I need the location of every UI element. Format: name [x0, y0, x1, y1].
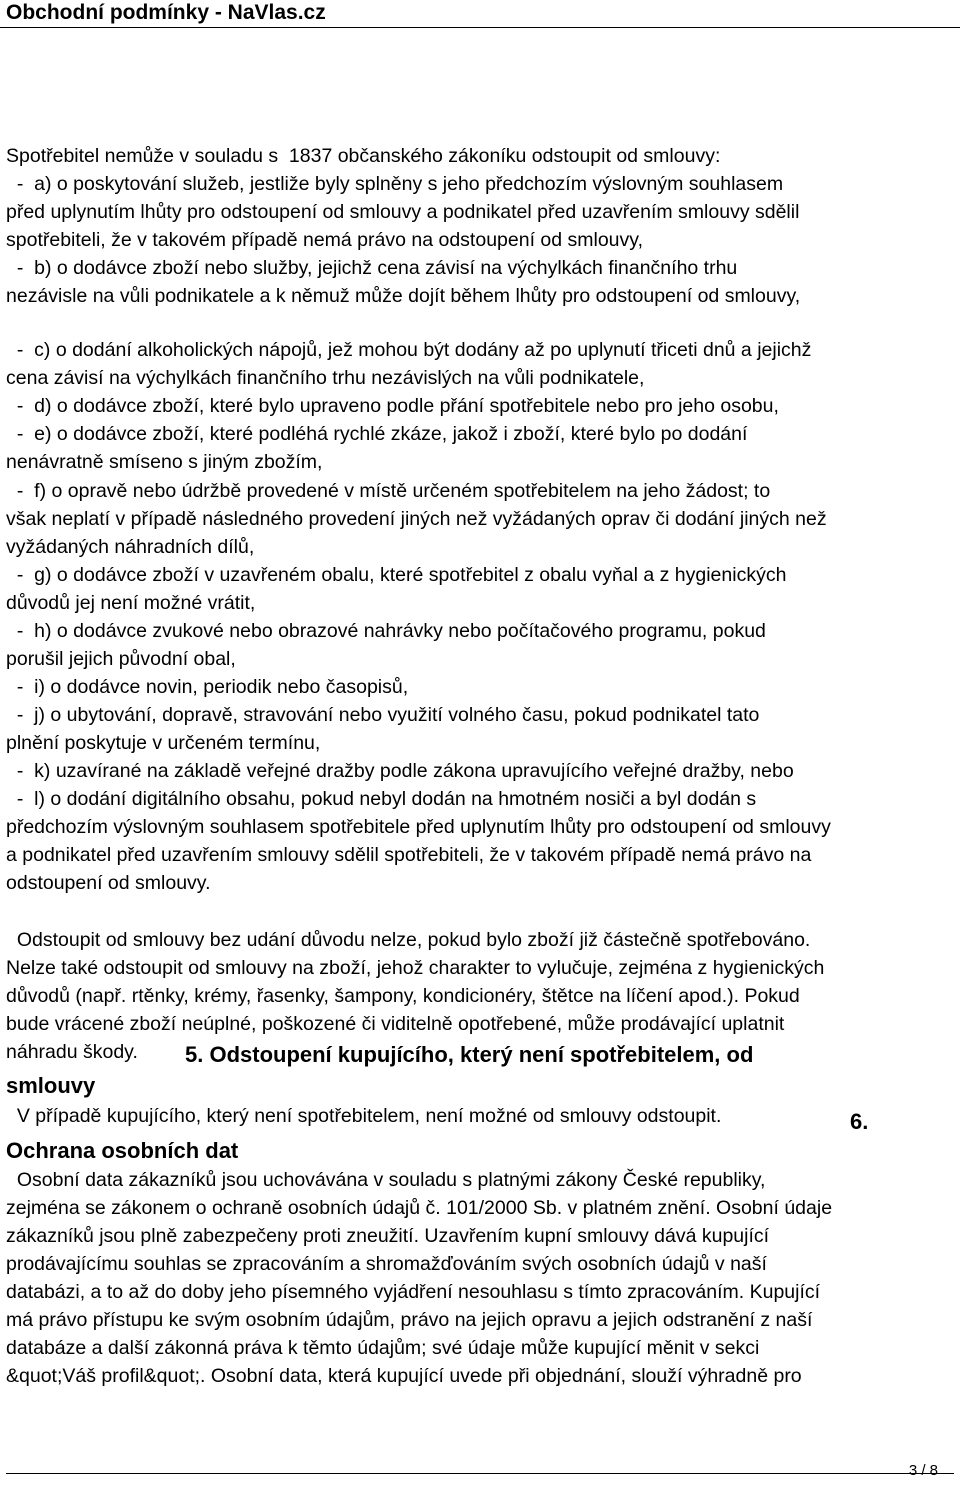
text-line: před uplynutím lhůty pro odstoupení od smlouvy a podnikatel před uzavřením smlouvy sdělil [6, 201, 800, 223]
text-line: - l) o dodání digitálního obsahu, pokud nebyl dodán na hmotném nosiči a byl dodán s [6, 788, 757, 810]
text-line: V případě kupujícího, který není spotřebitelem, není možné od smlouvy odstoupit. [6, 1105, 722, 1127]
text-line: Nelze také odstoupit od smlouvy na zboží, jehož charakter to vylučuje, zejména z hygienických [6, 957, 825, 979]
title-divider [0, 27, 960, 28]
text-line: Odstoupit od smlouvy bez udání důvodu nelze, pokud bylo zboží již částečně spotřebováno. [6, 929, 811, 951]
text-line: databáze a další zákonná práva k těmto údajům; své údaje může kupující měnit v sekci [6, 1337, 760, 1359]
text-line: Spotřebitel nemůže v souladu s 1837 občanského zákoníku odstoupit od smlouvy: [6, 145, 721, 167]
text-line: nezávisle na vůli podnikatele a k němuž může dojít během lhůty pro odstoupení od smlouvy, [6, 285, 801, 307]
text-line: odstoupení od smlouvy. [6, 872, 211, 894]
text-line: zejména se zákonem o ochraně osobních údajů č. 101/2000 Sb. v platném znění. Osobní údaje [6, 1197, 833, 1219]
text-line: - d) o dodávce zboží, které bylo upraveno podle přání spotřebitele nebo pro jeho osobu, [6, 395, 779, 417]
text-line: spotřebiteli, že v takovém případě nemá právo na odstoupení od smlouvy, [6, 229, 643, 251]
text-line: - b) o dodávce zboží nebo služby, jejichž cena závisí na výchylkách finančního trhu [6, 257, 738, 279]
text-line: - k) uzavírané na základě veřejné dražby podle zákona upravujícího veřejné dražby, nebo [6, 760, 794, 782]
text-line: důvodů jej není možné vrátit, [6, 592, 256, 614]
text-line: - j) o ubytování, dopravě, stravování nebo využití volného času, pokud podnikatel tato [6, 704, 760, 726]
text-line: důvodů (např. rtěnky, krémy, řasenky, šampony, kondicionéry, štětce na líčení apod.). Pokud [6, 985, 800, 1007]
text-line: - a) o poskytování služeb, jestliže byly splněny s jeho předchozím výslovným souhlasem [6, 173, 784, 195]
text-line: však neplatí v případě následného provedení jiných než vyžádaných oprav či dodání jiných než [6, 508, 827, 530]
text-line: zákazníků jsou plně zabezpečeny proti zneužití. Uzavřením kupní smlouvy dává kupující [6, 1225, 770, 1247]
text-line: plnění poskytuje v určeném termínu, [6, 732, 321, 754]
text-line: porušil jejich původní obal, [6, 648, 236, 670]
section-number-6: 6. [850, 1109, 869, 1134]
text-line: - f) o opravě nebo údržbě provedené v místě určeném spotřebitelem na jeho žádost; to [6, 480, 771, 502]
text-line: bude vrácené zboží neúplné, poškozené či viditelně opotřebené, může prodávající uplatnit [6, 1013, 785, 1035]
page-title: Obchodní podmínky - NaVlas.cz [6, 1, 326, 24]
text-line: Osobní data zákazníků jsou uchovávána v souladu s platnými zákony České republiky, [6, 1169, 766, 1191]
text-line: - e) o dodávce zboží, které podléhá rychlé zkáze, jakož i zboží, které bylo po dodání [6, 423, 748, 445]
text-line: vyžádaných náhradních dílů, [6, 536, 255, 558]
page-number: 3 / 8 [908, 1462, 938, 1479]
text-line: předchozím výslovným souhlasem spotřebitele před uplynutím lhůty pro odstoupení od smlouvy [6, 816, 831, 838]
text-line: - c) o dodání alkoholických nápojů, jež mohou být dodány až po uplynutí třiceti dnů a jejichž [6, 339, 812, 361]
footer-divider [6, 1473, 954, 1474]
text-line: - g) o dodávce zboží v uzavřeném obalu, které spotřebitel z obalu vyňal a z hygienických [6, 564, 787, 586]
text-line: prodávajícímu souhlas se zpracováním a shromažďováním svých osobních údajů v naší [6, 1253, 767, 1275]
section-heading-5-continued: smlouvy [6, 1073, 96, 1098]
text-line: - i) o dodávce novin, periodik nebo časopisů, [6, 676, 409, 698]
text-line: databázi, a to až do doby jeho písemného vyjádření nesouhlasu s tímto zpracováním. Kupující [6, 1281, 821, 1303]
text-line: - h) o dodávce zvukové nebo obrazové nahrávky nebo počítačového programu, pokud [6, 620, 766, 642]
text-line: a podnikatel před uzavřením smlouvy sdělil spotřebiteli, že v takovém případě nemá právo na [6, 844, 812, 866]
text-line: nenávratně smíseno s jiným zbožím, [6, 451, 323, 473]
text-line: má právo přístupu ke svým osobním údajům, právo na jejich opravu a jejich odstranění z naší [6, 1309, 813, 1331]
section-heading-5: 5. Odstoupení kupujícího, který není spotřebitelem, od [185, 1042, 754, 1067]
text-line: cena závisí na výchylkách finančního trhu nezávislých na vůli podnikatele, [6, 367, 645, 389]
section-heading-6: Ochrana osobních dat [6, 1138, 239, 1163]
text-line: náhradu škody. [6, 1041, 138, 1063]
text-line: &quot;Váš profil&quot;. Osobní data, která kupující uvede při objednání, slouží výhradně pro [6, 1365, 802, 1387]
